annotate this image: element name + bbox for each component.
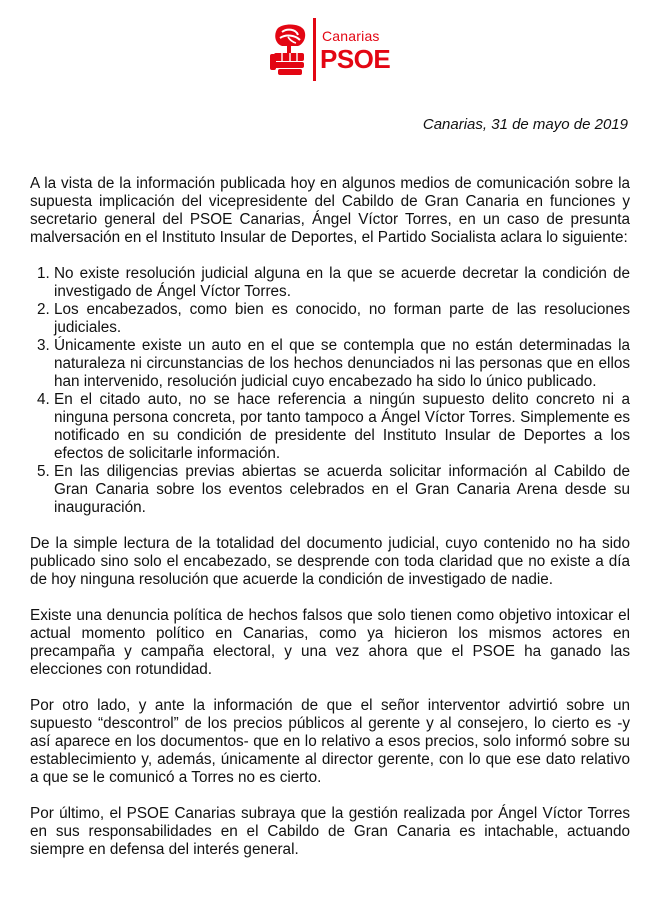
logo-region-text: Canarias xyxy=(322,28,380,44)
logo-divider xyxy=(313,18,316,81)
clarification-list xyxy=(30,265,630,517)
body-paragraph: Por último, el PSOE Canarias subraya que la gestión realizada por Ángel Víctor Torres en sus responsabilidades en el Cabildo de Gran Canaria es intachable, actuando siempre en defensa del interés general. xyxy=(30,805,630,858)
intro-paragraph: A la vista de la información publicada hoy en algunos medios de comunicación sobre la supuesta implicación del vicepresidente del Cabildo de Gran Canaria en funciones y secretario general del PSOE Canarias, Ángel Víctor Torres, en un caso de presunta malversación en el Instituto Insular de Deportes, el Partido Socialista aclara lo siguiente: xyxy=(30,175,630,246)
body-paragraph: De la simple lectura de la totalidad del documento judicial, cuyo contenido no ha sido publicado sino solo el encabezado, se desprende con toda claridad que no existe a día de hoy ninguna resolución que acuerde la condición de investigado de nadie. xyxy=(30,535,630,588)
body-paragraph: Por otro lado, y ante la información de que el señor interventor advirtió sobre un supuesto “descontrol” de los precios públicos al gerente y al consejero, lo cierto es -y así aparece en los documentos- que en lo relativo a esos precios, solo informó sobre su establecimiento y, además, únicamente al director gerente, con lo que ese dato relativo a que se le comunicó a Torres no es cierto. xyxy=(30,697,630,786)
list-item: 4. En el citado auto, no se hace referencia a ningún supuesto delito concreto ni a ninguna persona concreta, por tanto tampoco a Ángel Víctor Torres. Simplemente es notificado en su condición de presidente del Instituto Insular de Deportes a los efectos de solicitarle información. xyxy=(54,391,630,463)
document-date: Canarias, 31 de mayo de 2019 xyxy=(422,116,628,133)
list-item: 5. En las diligencias previas abiertas se acuerda solicitar información al Cabildo de Gran Canaria sobre los eventos celebrados en el Gran Canaria Arena desde su inauguración. xyxy=(54,463,630,517)
rose-in-fist-icon xyxy=(270,24,308,76)
document-body xyxy=(30,175,630,877)
list-item: 1. No existe resolución judicial alguna en la que se acuerde decretar la condición de investigado de Ángel Víctor Torres. xyxy=(54,265,630,301)
logo-party-text: PSOE xyxy=(320,44,391,74)
body-paragraph: Existe una denuncia política de hechos falsos que solo tienen como objetivo intoxicar el actual momento político en Canarias, como ya hicieron los mismos actores en precampaña y campaña electoral, y una vez ahora que el PSOE ha ganado las elecciones con rotundidad. xyxy=(30,607,630,678)
list-item: 3. Únicamente existe un auto en el que se contempla que no están determinadas la naturaleza ni circunstancias de los hechos denunciados ni las personas que en ellos han intervenido, resolución judicial cuyo encabezado ha sido lo único publicado. xyxy=(54,337,630,391)
list-item: 2. Los encabezados, como bien es conocido, no forman parte de las resoluciones judiciales. xyxy=(54,301,630,337)
psoe-canarias-logo xyxy=(270,18,410,86)
